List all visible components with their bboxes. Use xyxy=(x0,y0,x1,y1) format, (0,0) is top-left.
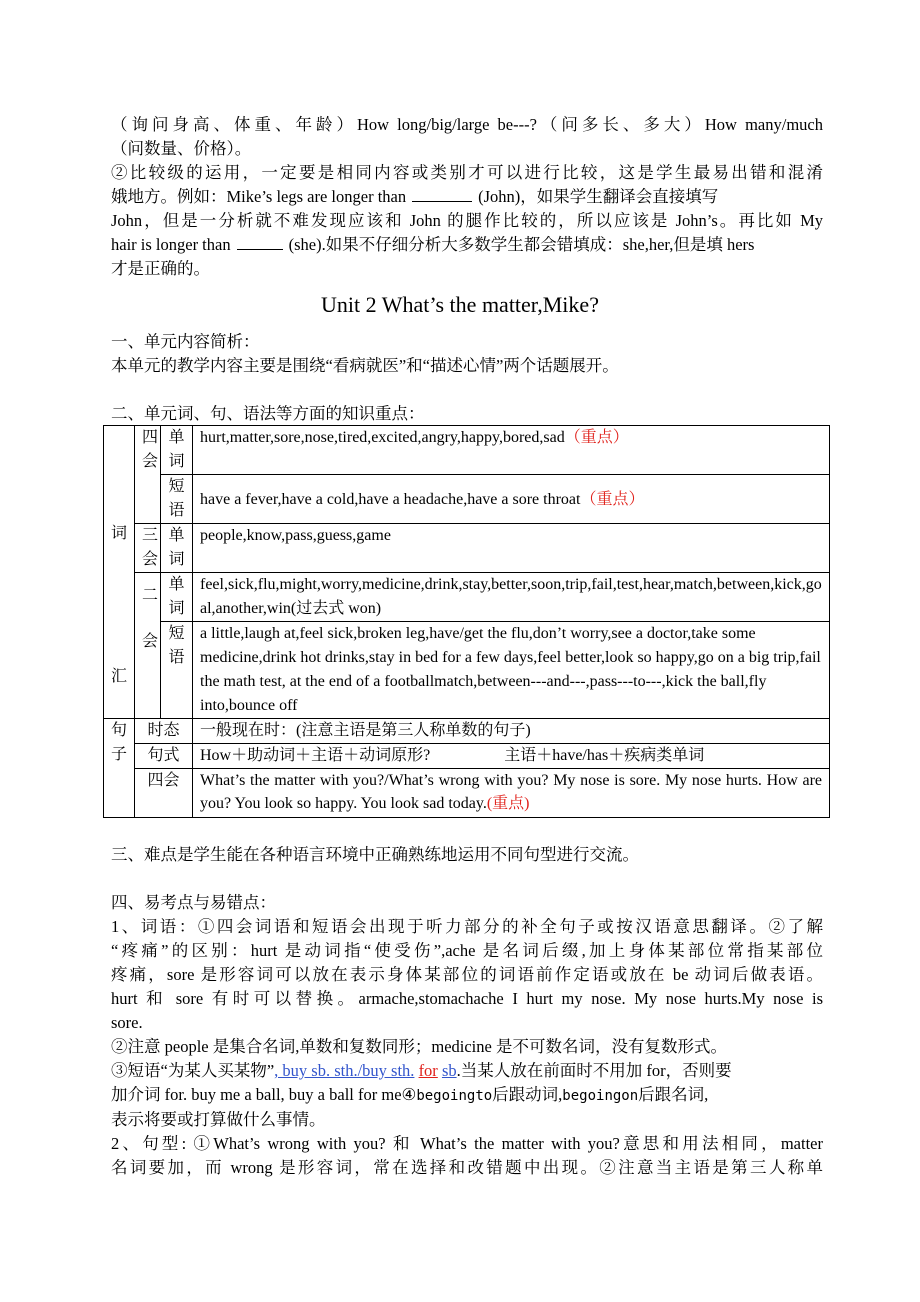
four-label-cell xyxy=(135,769,193,818)
section-heading: 四、易考点与易错点： xyxy=(111,893,276,912)
mono-text: begoingto xyxy=(416,1088,493,1104)
phrase-label: 短语 xyxy=(168,478,185,519)
word-label: 单词 xyxy=(168,527,185,568)
intro-line xyxy=(111,233,823,257)
table-row xyxy=(104,524,830,573)
table-cell xyxy=(193,524,830,573)
intro-paragraph xyxy=(111,113,823,281)
section-line: sore. xyxy=(111,1013,143,1032)
fill-blank xyxy=(237,235,283,250)
section-4 xyxy=(111,891,823,1180)
mono-text: begoingon xyxy=(562,1088,639,1104)
sentence-label-cell xyxy=(104,719,135,818)
unit-title: Unit 2 What’s the matter,Mike? xyxy=(321,292,599,317)
phrase-link: for xyxy=(418,1061,438,1080)
intro-line: ②比较级的运用，一定要是相同内容或类别才可以进行比较，这是学生最易出错和混淆 xyxy=(111,163,823,182)
table-cell xyxy=(193,744,830,769)
section-line: ②注意 people 是集合名词,单数和复数同形；medicine 是不可数名词，没有复数形式。 xyxy=(111,1037,727,1056)
word-label-cell xyxy=(161,573,193,622)
cell-text: have a fever,have a cold,have a headache,have a sore throat xyxy=(200,490,581,508)
three-skills-cell xyxy=(135,524,161,573)
word-label: 单词 xyxy=(168,429,185,470)
line-text: 后跟名词, xyxy=(638,1085,709,1104)
fill-blank xyxy=(412,187,472,202)
table-row xyxy=(104,475,830,524)
word-label-cell xyxy=(161,524,193,573)
key-mark: （重点） xyxy=(580,490,645,508)
tense-label: 时态 xyxy=(147,722,180,739)
section-line: 名词要加，而 wrong 是形容词，常在选择和改错题中出现。②注意当主语是第三人称单 xyxy=(111,1158,823,1177)
intro-line: （问数量、价格）。 xyxy=(111,139,252,158)
section-text: 本单元的教学内容主要是围绕“看病就医”和“描述心情”两个话题展开。 xyxy=(111,356,619,375)
word-label-cell xyxy=(161,426,193,475)
key-mark: （重点） xyxy=(564,429,629,446)
table-row xyxy=(104,719,830,744)
cell-text: What’s the matter with you?/What’s wrong with you? My nose is sore. My nose hurts. How are you? You look so happy. You look sad today. xyxy=(200,772,822,812)
four-label: 四会 xyxy=(147,772,180,789)
section-1 xyxy=(111,330,823,378)
word-label: 单词 xyxy=(168,576,185,617)
intro-text: (John)，如果学生翻译会直接填写 xyxy=(478,187,719,206)
phrase-link: , buy sb. sth./buy sth. xyxy=(274,1061,415,1080)
table-row xyxy=(104,744,830,769)
section-2-heading: 二、单元词、句、语法等方面的知识重点： xyxy=(111,404,425,423)
vocab-label: 词 xyxy=(111,525,128,542)
table-cell xyxy=(193,769,830,818)
section-line xyxy=(111,1059,823,1083)
table-cell xyxy=(193,719,830,744)
two-skills-cell xyxy=(135,573,161,719)
section-line: “疼痛”的区别：hurt 是动词指“使受伤”,ache 是名词后缀,加上身体某部位常指某部位 xyxy=(111,941,823,960)
section-line: 2、句型: ①What’s wrong with you? 和 What’s the matter with you?意思和用法相同，matter xyxy=(111,1134,823,1153)
intro-text: hair is longer than xyxy=(111,235,231,254)
table-cell xyxy=(193,475,830,524)
table-row xyxy=(104,622,830,719)
section-line xyxy=(111,1083,823,1108)
table-cell xyxy=(193,573,830,622)
intro-line: （询问身高、体重、年龄）How long/big/large be---?（问多长、多大）How many/much xyxy=(111,115,823,134)
table-cell xyxy=(193,622,830,719)
cell-text: a little,laugh at,feel sick,broken leg,have/get the flu,don’t worry,see a doctor,take some medicine,drink hot drinks,stay in bed for a few days,feel better,look so happy,go on a big trip,fail the math test, at the end of a footballmatch,between---and---,pass---to---,kick the ball,fly into,bounce off xyxy=(200,625,821,714)
four-skills-cell xyxy=(135,426,161,524)
knowledge-table xyxy=(103,425,830,818)
pattern-label-cell xyxy=(135,744,193,769)
cell-text: feel,sick,flu,might,worry,medicine,drink,stay,better,soon,trip,fail,test,hear,match,between,kick,goal,another,win(过去式 won) xyxy=(200,576,822,617)
three-skills-label: 三会 xyxy=(142,527,159,568)
cell-text: 主语＋have/has＋疾病类单词 xyxy=(504,747,705,764)
sentence-label: 句子 xyxy=(111,722,128,763)
phrase-label-cell xyxy=(161,475,193,524)
section-line: 1、词语：①四会词语和短语会出现于听力部分的补全句子或按汉语意思翻译。②了解 xyxy=(111,917,823,936)
intro-line xyxy=(111,185,823,209)
cell-text: people,know,pass,guess,game xyxy=(200,527,391,544)
section-line: 疼痛，sore 是形容词可以放在表示身体某部位的词语前作定语或放在 be 动词后做表语。 xyxy=(111,965,823,984)
key-mark: (重点) xyxy=(486,795,530,812)
tense-label-cell xyxy=(135,719,193,744)
section-heading: 一、单元内容简析： xyxy=(111,332,260,351)
phrase-label-cell xyxy=(161,622,193,719)
intro-line: 才是正确的。 xyxy=(111,259,210,278)
table-row xyxy=(104,573,830,622)
table-cell xyxy=(193,426,830,475)
line-text: .当某人放在前面时不用加 for，否则要 xyxy=(456,1061,732,1080)
section-line: hurt 和 sore 有时可以替换。armache,stomachache I hurt my nose. My nose hurts.My nose is xyxy=(111,989,823,1008)
intro-text: (she).如果不仔细分析大多数学生都会错填成：she,her,但是填 hers xyxy=(288,235,755,254)
cell-text: hurt,matter,sore,nose,tired,excited,angry,happy,bored,sad xyxy=(200,429,565,446)
line-text: ③短语“为某人买某物” xyxy=(111,1061,275,1080)
cell-text: How＋助动词＋主语＋动词原形? xyxy=(200,747,431,764)
intro-text: 娥地方。例如：Mike’s legs are longer than xyxy=(111,187,407,206)
line-text: 后跟动词, xyxy=(492,1085,563,1104)
two-skills-label: 二会 xyxy=(142,587,159,650)
vocab-label: 汇 xyxy=(111,668,128,685)
phrase-label: 短语 xyxy=(168,625,185,666)
section-3: 三、难点是学生能在各种语言环境中正确熟练地运用不同句型进行交流。 xyxy=(111,845,639,864)
table-row xyxy=(104,769,830,818)
vocab-label-cell xyxy=(104,426,135,719)
section-line: 表示将要或打算做什么事情。 xyxy=(111,1110,326,1129)
pattern-label: 句式 xyxy=(147,747,180,764)
intro-line: John，但是一分析就不难发现应该和 John 的腿作比较的，所以应该是 John’s。再比如 My xyxy=(111,211,823,230)
line-text: 加介词 for. buy me a ball, buy a ball for me④ xyxy=(111,1085,417,1104)
table-row xyxy=(104,426,830,475)
four-skills-label: 四会 xyxy=(142,429,159,470)
cell-text: 一般现在时：(注意主语是第三人称单数的句子) xyxy=(200,722,531,739)
phrase-link: sb xyxy=(441,1061,457,1080)
